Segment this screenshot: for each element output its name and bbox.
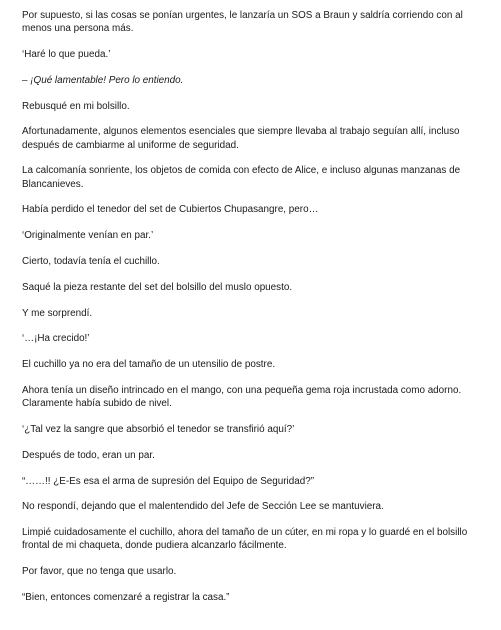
paragraph: Por favor, que no tenga que usarlo. — [22, 566, 177, 578]
paragraph: Y me sorprendí. — [22, 307, 93, 319]
paragraph: ‘Haré lo que pueda.’ — [22, 49, 111, 60]
paragraph: Había perdido el tenedor del set de Cubiertos Chupasangre, pero… — [22, 204, 319, 216]
paragraph: ‘¿Tal vez la sangre que absorbió el tenedor se transfirió aquí?’ — [22, 423, 295, 435]
paragraph: ‘Originalmente venían en par.’ — [22, 230, 154, 242]
paragraph: Por supuesto, si las cosas se ponían urgentes, le lanzaría un SOS a Braun y saldría corriendo con al menos una persona más. — [22, 10, 463, 35]
paragraph: Después de todo, eran un par. — [22, 449, 155, 461]
paragraph: La calcomanía sonriente, los objetos de comida con efecto de Alice, e incluso algunas manzanas de Blancanieves. — [22, 165, 461, 190]
paragraph: El cuchillo ya no era del tamaño de un utensilio de postre. — [22, 359, 276, 371]
paragraph: No respondí, dejando que el malentendido del Jefe de Sección Lee se mantuviera. — [22, 501, 384, 513]
paragraph: Rebusqué en mi bolsillo. — [22, 100, 130, 112]
paragraph: Saqué la pieza restante del set del bolsillo del muslo opuesto. — [22, 281, 293, 293]
paragraph: Afortunadamente, algunos elementos esenciales que siempre llevaba al trabajo seguían allí, incluso después de cambiarme al uniforme de seguridad. — [22, 126, 460, 151]
paragraph: “……!! ¿E-Es esa el arma de supresión del Equipo de Seguridad?” — [22, 475, 315, 487]
paragraph: – ¡Qué lamentable! Pero lo entiendo. — [22, 74, 184, 86]
paragraph: Ahora tenía un diseño intrincado en el mango, con una pequeña gema roja incrustada como adorno. — [22, 384, 462, 396]
paragraph: Claramente había subido de nivel. — [22, 398, 172, 410]
paragraph: “Bien, entonces comenzaré a registrar la casa.” — [22, 591, 230, 603]
paragraph: Cierto, todavía tenía el cuchillo. — [22, 255, 160, 267]
paragraph: Limpié cuidadosamente el cuchillo, ahora del tamaño de un cúter, en mi ropa y lo guardé en el bolsillo frontal de mi chaqueta, donde pudiera alcanzarlo fácilmente. — [22, 527, 468, 552]
paragraph: ‘…¡Ha crecido!’ — [22, 333, 90, 345]
